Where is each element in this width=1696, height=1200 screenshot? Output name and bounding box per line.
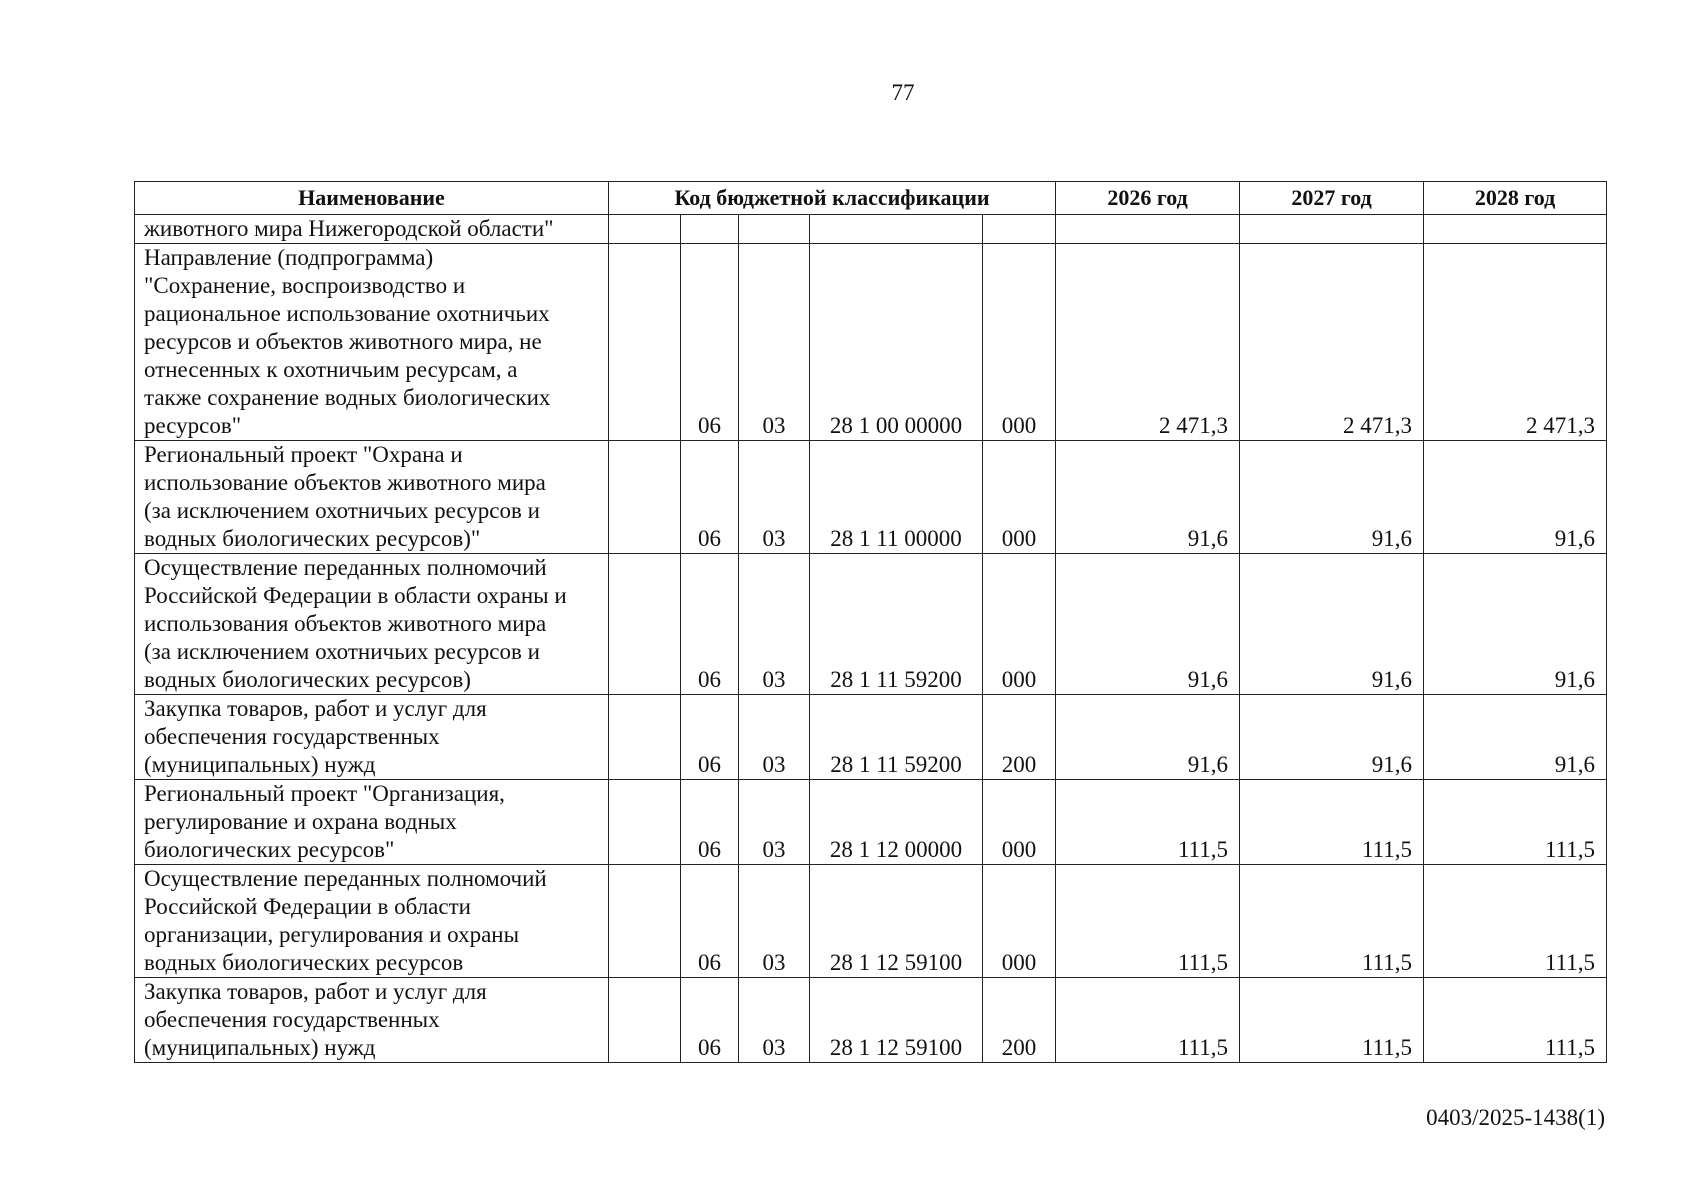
table-row bbox=[135, 780, 1607, 865]
code-section: 06 bbox=[681, 244, 739, 441]
code-target-article: 28 1 11 00000 bbox=[810, 441, 983, 554]
code-expense-type: 000 bbox=[983, 554, 1056, 695]
code-expense-type: 200 bbox=[983, 978, 1056, 1063]
code-target-article bbox=[810, 215, 983, 244]
code-blank bbox=[609, 441, 681, 554]
code-target-article: 28 1 00 00000 bbox=[810, 244, 983, 441]
row-name-line: регулирование и охрана водных bbox=[144, 809, 457, 834]
value-2027 bbox=[1240, 215, 1424, 244]
table-row bbox=[135, 441, 1607, 554]
value-2027: 91,6 bbox=[1240, 695, 1424, 780]
header-2028: 2028 год bbox=[1424, 182, 1607, 215]
row-name bbox=[135, 244, 609, 441]
value-2026: 111,5 bbox=[1056, 865, 1240, 978]
row-name-line: отнесенных к охотничьим ресурсам, а bbox=[144, 357, 518, 382]
code-subsection bbox=[739, 215, 810, 244]
value-2026: 91,6 bbox=[1056, 554, 1240, 695]
table-row bbox=[135, 978, 1607, 1063]
row-name bbox=[135, 441, 609, 554]
row-name-line: (муниципальных) нужд bbox=[144, 1035, 376, 1060]
value-2028: 111,5 bbox=[1424, 780, 1607, 865]
table-row bbox=[135, 215, 1607, 244]
value-2026 bbox=[1056, 215, 1240, 244]
row-name bbox=[135, 780, 609, 865]
budget-table bbox=[134, 181, 1607, 1063]
row-name bbox=[135, 695, 609, 780]
row-name-line: ресурсов и объектов животного мира, не bbox=[144, 329, 542, 354]
row-name-line: Осуществление переданных полномочий bbox=[144, 866, 547, 891]
row-name-line: Российской Федерации в области bbox=[144, 894, 471, 919]
code-blank bbox=[609, 978, 681, 1063]
row-name bbox=[135, 978, 609, 1063]
row-name bbox=[135, 215, 609, 244]
row-name-line: организации, регулирования и охраны bbox=[144, 922, 520, 947]
row-name-line: (за исключением охотничьих ресурсов и bbox=[144, 498, 540, 523]
row-name-line: Региональный проект "Охрана и bbox=[144, 442, 463, 467]
row-name-line: водных биологических ресурсов bbox=[144, 950, 464, 975]
row-name-line: рациональное использование охотничьих bbox=[144, 301, 550, 326]
code-section: 06 bbox=[681, 695, 739, 780]
code-target-article: 28 1 11 59200 bbox=[810, 695, 983, 780]
value-2027: 2 471,3 bbox=[1240, 244, 1424, 441]
header-code: Код бюджетной классификации bbox=[609, 182, 1056, 215]
row-name-line: также сохранение водных биологических bbox=[144, 385, 551, 410]
value-2028: 2 471,3 bbox=[1424, 244, 1607, 441]
header-2027: 2027 год bbox=[1240, 182, 1424, 215]
header-2026: 2026 год bbox=[1056, 182, 1240, 215]
value-2026: 91,6 bbox=[1056, 695, 1240, 780]
code-expense-type bbox=[983, 215, 1056, 244]
code-subsection: 03 bbox=[739, 865, 810, 978]
document-number: 0403/2025-1438(1) bbox=[1426, 1105, 1605, 1130]
code-target-article: 28 1 12 00000 bbox=[810, 780, 983, 865]
code-expense-type: 000 bbox=[983, 865, 1056, 978]
value-2027: 111,5 bbox=[1240, 978, 1424, 1063]
code-expense-type: 200 bbox=[983, 695, 1056, 780]
code-blank bbox=[609, 215, 681, 244]
row-name-line: использования объектов животного мира bbox=[144, 611, 547, 636]
row-name-line: Осуществление переданных полномочий bbox=[144, 555, 547, 580]
row-name-line: водных биологических ресурсов)" bbox=[144, 526, 481, 551]
page-number: 77 bbox=[891, 80, 915, 105]
table-row bbox=[135, 865, 1607, 978]
value-2028: 91,6 bbox=[1424, 441, 1607, 554]
value-2028: 91,6 bbox=[1424, 554, 1607, 695]
value-2028 bbox=[1424, 215, 1607, 244]
row-name-line: Региональный проект "Организация, bbox=[144, 781, 505, 806]
value-2027: 91,6 bbox=[1240, 554, 1424, 695]
code-subsection: 03 bbox=[739, 244, 810, 441]
value-2028: 91,6 bbox=[1424, 695, 1607, 780]
code-section: 06 bbox=[681, 441, 739, 554]
row-name bbox=[135, 554, 609, 695]
row-name-line: использование объектов животного мира bbox=[144, 470, 546, 495]
code-subsection: 03 bbox=[739, 554, 810, 695]
code-section: 06 bbox=[681, 978, 739, 1063]
row-name-line: ресурсов" bbox=[144, 413, 242, 438]
value-2026: 91,6 bbox=[1056, 441, 1240, 554]
value-2026: 111,5 bbox=[1056, 978, 1240, 1063]
code-section: 06 bbox=[681, 780, 739, 865]
code-blank bbox=[609, 554, 681, 695]
row-name-line: Российской Федерации в области охраны и bbox=[144, 583, 567, 608]
table-row bbox=[135, 695, 1607, 780]
header-name: Наименование bbox=[135, 182, 609, 215]
row-name-line: (муниципальных) нужд bbox=[144, 752, 376, 777]
code-subsection: 03 bbox=[739, 695, 810, 780]
code-subsection: 03 bbox=[739, 780, 810, 865]
code-expense-type: 000 bbox=[983, 780, 1056, 865]
table-header-row bbox=[135, 182, 1607, 215]
code-blank bbox=[609, 244, 681, 441]
table-body bbox=[135, 215, 1607, 1063]
table-row bbox=[135, 554, 1607, 695]
code-expense-type: 000 bbox=[983, 244, 1056, 441]
code-target-article: 28 1 12 59100 bbox=[810, 865, 983, 978]
value-2026: 111,5 bbox=[1056, 780, 1240, 865]
row-name-line: биологических ресурсов" bbox=[144, 837, 395, 862]
code-subsection: 03 bbox=[739, 441, 810, 554]
value-2028: 111,5 bbox=[1424, 978, 1607, 1063]
table-row bbox=[135, 244, 1607, 441]
row-name-line: животного мира Нижегородской области" bbox=[144, 216, 554, 241]
row-name-line: Закупка товаров, работ и услуг для bbox=[144, 696, 487, 721]
code-expense-type: 000 bbox=[983, 441, 1056, 554]
row-name-line: Направление (подпрограмма) bbox=[144, 245, 434, 270]
code-blank bbox=[609, 865, 681, 978]
row-name-line: обеспечения государственных bbox=[144, 1007, 440, 1032]
row-name-line: (за исключением охотничьих ресурсов и bbox=[144, 639, 540, 664]
value-2027: 111,5 bbox=[1240, 865, 1424, 978]
code-subsection: 03 bbox=[739, 978, 810, 1063]
code-target-article: 28 1 12 59100 bbox=[810, 978, 983, 1063]
code-section: 06 bbox=[681, 554, 739, 695]
row-name-line: Закупка товаров, работ и услуг для bbox=[144, 979, 487, 1004]
code-blank bbox=[609, 780, 681, 865]
row-name-line: водных биологических ресурсов) bbox=[144, 667, 471, 692]
row-name bbox=[135, 865, 609, 978]
code-blank bbox=[609, 695, 681, 780]
code-section bbox=[681, 215, 739, 244]
row-name-line: "Сохранение, воспроизводство и bbox=[144, 273, 466, 298]
code-target-article: 28 1 11 59200 bbox=[810, 554, 983, 695]
value-2026: 2 471,3 bbox=[1056, 244, 1240, 441]
value-2027: 91,6 bbox=[1240, 441, 1424, 554]
value-2028: 111,5 bbox=[1424, 865, 1607, 978]
value-2027: 111,5 bbox=[1240, 780, 1424, 865]
row-name-line: обеспечения государственных bbox=[144, 724, 440, 749]
code-section: 06 bbox=[681, 865, 739, 978]
